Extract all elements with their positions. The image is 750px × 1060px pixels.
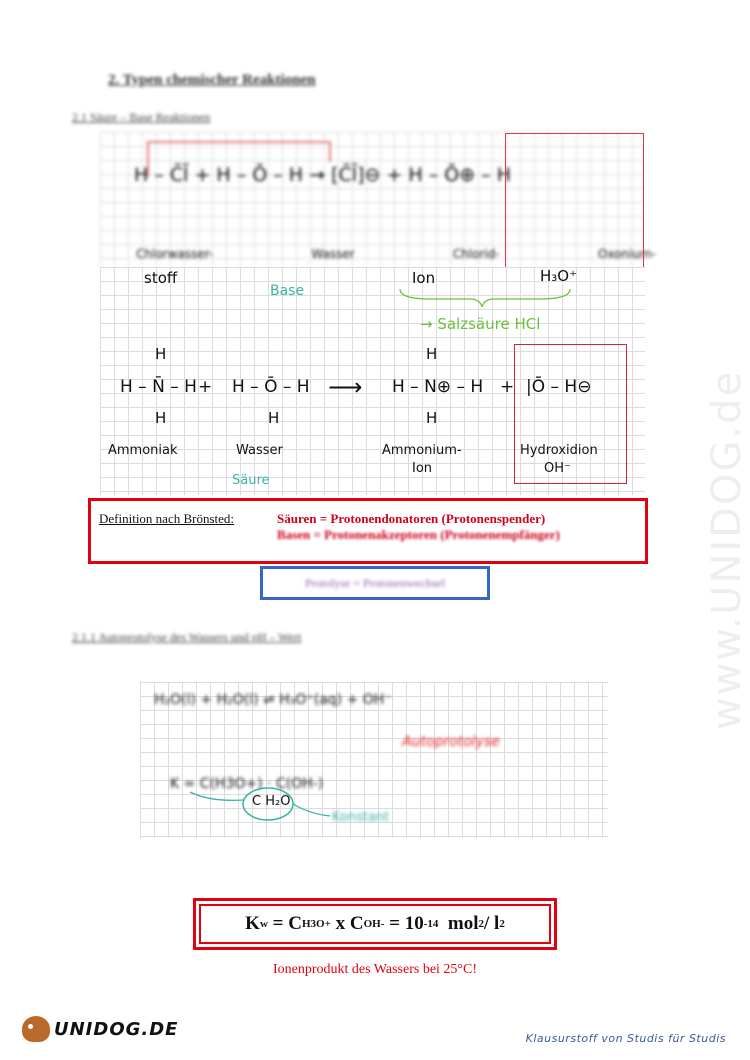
hydroxide-highlight-box <box>514 344 627 484</box>
water-h-bottom: H <box>268 409 280 427</box>
kw-c2-sub: OH <box>363 918 381 930</box>
kw-c2: C <box>349 913 364 934</box>
kw-unit-sup: 2 <box>478 918 484 930</box>
k-denominator: C H₂O <box>252 794 291 809</box>
reaction1-label-4: Oxonium- <box>597 247 656 261</box>
reaction1-formula: H – C̄l̄ + H – Ō – H → [C̄l̄]⊖ + H – Ō⊕ – H <box>134 164 511 186</box>
kw-k-sub: w <box>259 918 268 930</box>
kw-l-sup: 2 <box>499 918 505 930</box>
subsection-title-autoprotolysis: 2.1.1 Autoprotolyse des Wassers und pH – Wert <box>72 630 302 644</box>
definition-label: Definition nach Brönsted: <box>99 511 235 526</box>
section-title: 2. Typen chemischer Reaktionen <box>108 72 316 88</box>
reaction1-label-base: Base <box>270 283 305 299</box>
label-ammonium: Ammonium- <box>382 443 462 458</box>
kw-k: K <box>245 913 260 934</box>
protolyse-box <box>260 566 490 600</box>
k-expression: K = C(H3O+) · C(OH-) <box>170 776 324 792</box>
autoprotolysis-label: Autoprotolyse <box>402 734 500 750</box>
reaction1-label-1: Chlorwasser- <box>136 247 214 261</box>
plus-sign-1: + <box>198 377 213 397</box>
kw-box <box>193 898 557 950</box>
autoprotolysis-equation: H₂O(l) + H₂O(l) ⇌ H₃O⁺(aq) + OH⁻ <box>154 692 392 708</box>
kw-ten-sup: -14 <box>423 918 439 930</box>
ammonia-h-bottom: H <box>155 409 167 427</box>
hydroxide-formula: |Ō – H⊖ <box>526 377 592 397</box>
label-ammoniak: Ammoniak <box>108 443 178 458</box>
kw-slash-l: / l <box>484 913 500 934</box>
subsection-title-acid-base: 2.1 Säure – Base Reaktionen <box>72 110 211 124</box>
footer-tagline: Klausurstoff von Studis für Studis <box>525 1032 726 1045</box>
watermark: www.UNIDOG.de <box>704 369 750 730</box>
ammonia-formula: H – N̄ – H <box>120 377 197 397</box>
plus-sign-2: + <box>500 377 515 397</box>
definition-bases: Basen = Protonenakzeptoren (Protonenempfänger) <box>277 527 560 542</box>
kw-c1: C <box>288 913 302 934</box>
definition-acids: Säuren = Protonendonatoren (Protonenspender) <box>277 511 546 526</box>
label-ion: Ion <box>412 461 433 476</box>
reaction1-label-3: Chlorid- <box>452 247 500 261</box>
kw-c2-sup: - <box>380 918 385 930</box>
kw-unit: mol <box>447 913 479 934</box>
kw-caption: Ionenprodukt des Wassers bei 25°C! <box>272 962 478 977</box>
label-saeure: Säure <box>232 473 270 488</box>
ammonium-h-top: H <box>426 345 438 363</box>
label-hydroxidion: Hydroxidion <box>520 443 598 458</box>
label-wasser: Wasser <box>236 443 283 458</box>
reaction1-label-2: Wasser <box>311 247 355 261</box>
kw-equals-2: = <box>389 913 400 934</box>
kw-times: x <box>335 913 346 934</box>
ammonium-formula: H – N⊕ – H <box>392 377 484 397</box>
label-oh: OH⁻ <box>544 461 571 476</box>
autoprotolysis-grid <box>140 682 608 838</box>
reaction1-label-ion: Ion <box>412 269 436 287</box>
water-formula: H – Ō – H <box>232 377 310 397</box>
kw-formula <box>199 904 551 944</box>
reaction1-label-h3o: H₃O⁺ <box>540 267 578 285</box>
footer-brand: UNIDOG.DE <box>54 1018 179 1040</box>
kw-equals-1: = <box>272 913 284 934</box>
kw-c1-sub: H3O+ <box>301 918 331 930</box>
kw-ten: 10 <box>404 913 424 934</box>
reaction1-label-stoff: stoff <box>144 269 178 287</box>
salzsaeure-note: → Salzsäure HCl <box>420 315 541 333</box>
reaction-arrow: ⟶ <box>328 373 363 401</box>
footer-logo[interactable] <box>22 1016 178 1042</box>
konstant-label: Konstant <box>332 810 390 825</box>
definition-box <box>88 498 648 564</box>
ammonium-h-bottom: H <box>426 409 438 427</box>
ammonia-h-top: H <box>155 345 167 363</box>
protolyse-text: Protolyse = Protonenwechsel <box>304 575 446 590</box>
dog-logo-icon <box>22 1016 50 1042</box>
